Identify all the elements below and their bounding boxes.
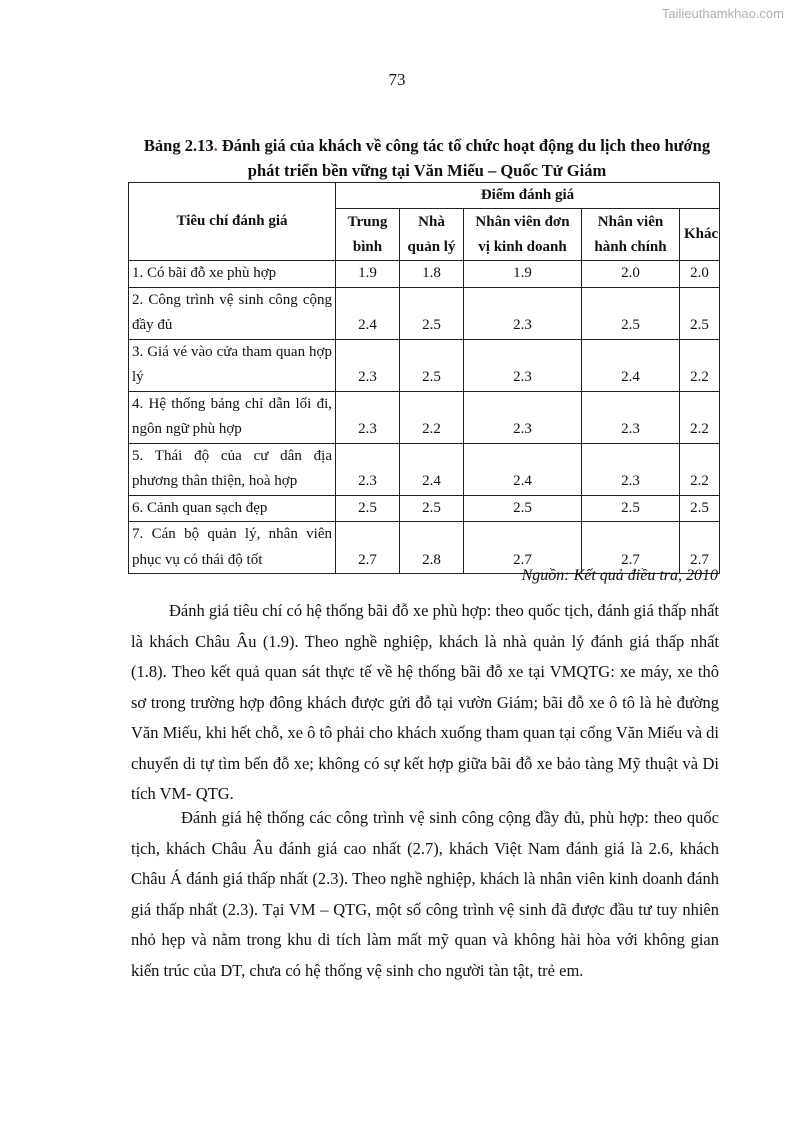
caption-label: Bảng 2.13 xyxy=(143,136,214,155)
value-cell: 2.3 xyxy=(582,443,680,495)
column-header: Khác xyxy=(680,209,720,261)
value-cell: 2.4 xyxy=(400,443,464,495)
source-note: Nguồn: Kết quả điều tra, 2010 xyxy=(521,567,718,584)
value-cell: 2.2 xyxy=(680,443,720,495)
value-cell: 2.0 xyxy=(680,261,720,288)
body-paragraph: Đánh giá tiêu chí có hệ thống bãi đỗ xe phù hợp: theo quốc tịch, đánh giá thấp nhất là khách Châu Âu (1.9). Theo nghề nghiệp, khách là nhà quản lý đánh giá thấp nhất (1.8). Theo kết quả quan sát thực tế về hệ thống bãi đỗ xe tại VMQTG: xe máy, xe thô sơ trong trường hợp đông khách được gửi đỗ tại vườn Giám; bãi đỗ xe ô tô là hè đường Văn Miếu, khi hết chỗ, xe ô tô phải cho khách xuống tham quan tại cổng Văn Miếu và di chuyển di tự tìm bến đỗ xe; không có sự kết hợp giữa bãi đỗ xe bảo tàng Mỹ thuật và Di tích VM- QTG. xyxy=(131,601,719,803)
table-row xyxy=(129,287,720,339)
value-cell: 2.5 xyxy=(680,495,720,522)
value-cell: 2.2 xyxy=(400,391,464,443)
column-header: Nhân viên đơn vị kinh doanh xyxy=(464,209,582,261)
value-cell: 2.5 xyxy=(680,287,720,339)
criteria-cell: 6. Cảnh quan sạch đẹp xyxy=(129,495,336,522)
page-number: 73 xyxy=(388,70,406,89)
value-cell: 2.0 xyxy=(582,261,680,288)
table-row xyxy=(129,495,720,522)
value-cell: 2.5 xyxy=(400,495,464,522)
value-cell: 2.5 xyxy=(582,495,680,522)
table-row xyxy=(129,261,720,288)
value-cell: 2.3 xyxy=(336,391,400,443)
value-cell: 1.9 xyxy=(464,261,582,288)
value-cell: 2.3 xyxy=(582,391,680,443)
value-cell: 2.5 xyxy=(400,339,464,391)
table-row xyxy=(129,339,720,391)
value-cell: 2.3 xyxy=(336,339,400,391)
column-header: Nhân viên hành chính xyxy=(582,209,680,261)
body-paragraph: Đánh giá hệ thống các công trình vệ sinh công cộng đầy đủ, phù hợp: theo quốc tịch, khách Châu Âu đánh giá cao nhất (2.7), khách Việt Nam đánh giá là 2.6, khách Châu Á đánh giá thấp nhất (2.3). Theo nghề nghiệp, khách là nhân viên kinh doanh đánh giá thấp nhất (2.3). Tại VM – QTG, một số công trình vệ sinh đã được đầu tư tuy nhiên nhỏ hẹp và nằm trong khu di tích làm mất mỹ quan và không hài hòa với không gian kiến trúc của DT, chưa có hệ thống vệ sinh cho người tàn tật, trẻ em. xyxy=(131,808,719,980)
table-row xyxy=(129,443,720,495)
value-cell: 2.7 xyxy=(336,522,400,574)
criteria-cell: 3. Giá vé vào cửa tham quan hợp lý xyxy=(129,339,336,391)
criteria-cell: 5. Thái độ của cư dân địa phương thân thiện, hoà hợp xyxy=(129,443,336,495)
value-cell: 2.7 xyxy=(582,522,680,574)
column-header: Trung bình xyxy=(336,209,400,261)
criteria-cell: 7. Cán bộ quản lý, nhân viên phục vụ có thái độ tốt xyxy=(129,522,336,574)
table-row xyxy=(129,391,720,443)
value-cell: 1.9 xyxy=(336,261,400,288)
watermark: Tailieuthamkhao.com xyxy=(661,6,784,21)
value-cell: 2.8 xyxy=(400,522,464,574)
caption-dot: . xyxy=(213,136,218,155)
value-cell: 2.3 xyxy=(464,287,582,339)
table-row xyxy=(129,522,720,574)
value-cell: 2.4 xyxy=(464,443,582,495)
value-cell: 2.3 xyxy=(464,391,582,443)
value-cell: 2.3 xyxy=(464,339,582,391)
value-cell: 2.2 xyxy=(680,391,720,443)
value-cell: 2.5 xyxy=(400,287,464,339)
value-cell: 2.7 xyxy=(464,522,582,574)
value-cell: 2.5 xyxy=(336,495,400,522)
value-cell: 2.5 xyxy=(464,495,582,522)
evaluation-table xyxy=(128,182,720,574)
score-group-header: Điểm đánh giá xyxy=(336,183,720,209)
criteria-cell: 1. Có bãi đỗ xe phù hợp xyxy=(129,261,336,288)
criteria-cell: 2. Công trình vệ sinh công cộng đầy đủ xyxy=(129,287,336,339)
value-cell: 2.5 xyxy=(582,287,680,339)
table-caption xyxy=(128,133,726,183)
value-cell: 1.8 xyxy=(400,261,464,288)
value-cell: 2.3 xyxy=(336,443,400,495)
value-cell: 2.2 xyxy=(680,339,720,391)
value-cell: 2.7 xyxy=(680,522,720,574)
caption-title: Đánh giá của khách về công tác tổ chức hoạt động du lịch theo hướng phát triển bền vững tại Văn Miếu – Quốc Tử Giám xyxy=(217,136,711,180)
criteria-header: Tiêu chí đánh giá xyxy=(129,183,336,261)
value-cell: 2.4 xyxy=(336,287,400,339)
column-header: Nhà quản lý xyxy=(400,209,464,261)
value-cell: 2.4 xyxy=(582,339,680,391)
criteria-cell: 4. Hệ thống bảng chỉ dẫn lối đi, ngôn ngữ phù hợp xyxy=(129,391,336,443)
